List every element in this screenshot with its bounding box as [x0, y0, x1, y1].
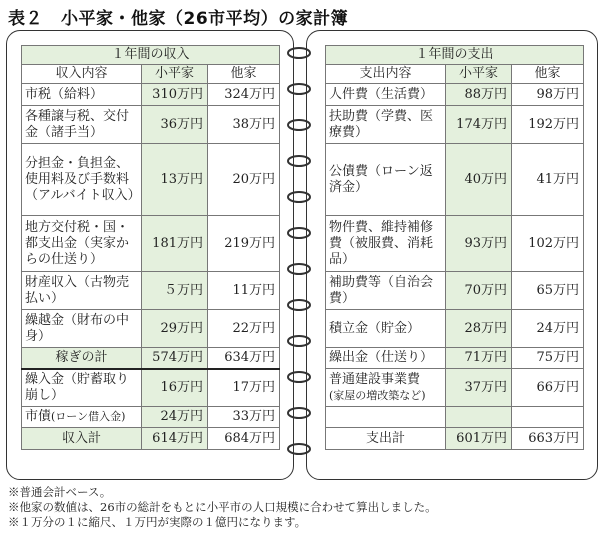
- expense-item: 人件費（生活費）: [326, 84, 446, 106]
- expense-other: 192万円: [512, 106, 584, 144]
- table-number: 表２: [8, 9, 43, 29]
- income-kodaira: 36万円: [142, 106, 208, 144]
- income-item: 地方交付税・国・都支出金（実家からの仕送り）: [22, 216, 142, 272]
- expense-other: 98万円: [512, 84, 584, 106]
- income-item: 繰越金（財布の中身）: [22, 310, 142, 348]
- table-row: [326, 348, 584, 369]
- table-row: [326, 84, 584, 106]
- expense-kodaira: 93万円: [446, 216, 512, 272]
- income-other: 219万円: [208, 216, 280, 272]
- income-kodaira: ５万円: [142, 272, 208, 310]
- expense-table: [325, 45, 584, 450]
- table-row: [22, 369, 280, 407]
- expense-kodaira: 174万円: [446, 106, 512, 144]
- total-row: [326, 428, 584, 450]
- ring-icon: [286, 442, 312, 456]
- expense-item: 物件費、維持補修費（被服費、消耗品）: [326, 216, 446, 272]
- table-row: [326, 310, 584, 348]
- footnote: ※普通会計ベース。: [8, 485, 112, 499]
- ring-icon: [286, 46, 312, 60]
- ring-icon: [286, 406, 312, 420]
- ring-icon: [286, 82, 312, 96]
- expense-col-kodaira: 小平家: [446, 65, 512, 84]
- expense-total-kodaira: 601万円: [446, 428, 512, 450]
- income-total-label: 収入計: [22, 428, 142, 450]
- income-col-kodaira: 小平家: [142, 65, 208, 84]
- income-total-kodaira: 614万円: [142, 428, 208, 450]
- expense-item: 扶助費（学費、医療費）: [326, 106, 446, 144]
- income-item-note: (ローン借入金): [51, 410, 126, 423]
- income-table: [21, 45, 280, 450]
- table-row: [22, 144, 280, 216]
- table-title-text: 小平家・他家（26市平均）の家計簿: [61, 9, 349, 29]
- expense-kodaira: [446, 407, 512, 428]
- expense-kodaira: 71万円: [446, 348, 512, 369]
- footnote: ※１万分の１に縮尺、１万円が実際の１億円になります。: [8, 515, 307, 529]
- ring-icon: [286, 334, 312, 348]
- table-row: [326, 144, 584, 216]
- ring-icon: [286, 226, 312, 240]
- expense-other: 24万円: [512, 310, 584, 348]
- expense-other: 41万円: [512, 144, 584, 216]
- income-kodaira: 24万円: [142, 407, 208, 428]
- footnote: ※他家の数値は、26市の総計をもとに小平市の人口規模に合わせて算出しました。: [8, 500, 437, 514]
- expense-item: 積立金（貯金）: [326, 310, 446, 348]
- table-row: [326, 369, 584, 407]
- expense-page: [306, 30, 598, 480]
- expense-col-other: 他家: [512, 65, 584, 84]
- expense-item-note: (家屋の増改築など): [329, 388, 426, 402]
- expense-other: 65万円: [512, 272, 584, 310]
- total-row: [22, 428, 280, 450]
- subtotal-label: 稼ぎの計: [22, 348, 142, 369]
- income-item-main: 市債: [25, 409, 52, 424]
- income-kodaira: 13万円: [142, 144, 208, 216]
- income-col-item: 収入内容: [22, 65, 142, 84]
- subtotal-kodaira: 574万円: [142, 348, 208, 369]
- income-item: 分担金・負担金、使用料及び手数料（アルバイト収入）: [22, 144, 142, 216]
- expense-item: 公債費（ローン返済金）: [326, 144, 446, 216]
- expense-kodaira: 37万円: [446, 369, 512, 407]
- table-row: [22, 310, 280, 348]
- expense-kodaira: 88万円: [446, 84, 512, 106]
- expense-item: [326, 369, 446, 407]
- table-row: [22, 216, 280, 272]
- income-other: 22万円: [208, 310, 280, 348]
- income-other: 38万円: [208, 106, 280, 144]
- table-row: [326, 272, 584, 310]
- income-item: 繰入金（貯蓄取り崩し）: [22, 369, 142, 407]
- expense-kodaira: 70万円: [446, 272, 512, 310]
- income-kodaira: 310万円: [142, 84, 208, 106]
- expense-kodaira: 28万円: [446, 310, 512, 348]
- income-kodaira: 29万円: [142, 310, 208, 348]
- expense-item: 補助費等（自治会費）: [326, 272, 446, 310]
- table-title: [8, 4, 348, 29]
- table-row: [326, 106, 584, 144]
- expense-header: １年間の支出: [326, 46, 584, 65]
- income-other: 33万円: [208, 407, 280, 428]
- income-other: 324万円: [208, 84, 280, 106]
- table-row: [326, 216, 584, 272]
- income-other: 20万円: [208, 144, 280, 216]
- table-row: [22, 106, 280, 144]
- income-other: 11万円: [208, 272, 280, 310]
- income-kodaira: 181万円: [142, 216, 208, 272]
- table-row: [22, 84, 280, 106]
- income-item: 財産収入（古物売払い）: [22, 272, 142, 310]
- income-item: 市税（給料）: [22, 84, 142, 106]
- table-row: [22, 272, 280, 310]
- expense-col-item: 支出内容: [326, 65, 446, 84]
- income-col-other: 他家: [208, 65, 280, 84]
- ring-icon: [286, 262, 312, 276]
- expense-total-other: 663万円: [512, 428, 584, 450]
- income-kodaira: 16万円: [142, 369, 208, 407]
- expense-item: 繰出金（仕送り）: [326, 348, 446, 369]
- table-row: [326, 407, 584, 428]
- income-header: １年間の収入: [22, 46, 280, 65]
- expense-other: 66万円: [512, 369, 584, 407]
- expense-total-label: 支出計: [326, 428, 446, 450]
- subtotal-other: 634万円: [208, 348, 280, 369]
- ring-icon: [286, 298, 312, 312]
- income-page: [6, 30, 294, 480]
- income-other: 17万円: [208, 369, 280, 407]
- ring-icon: [286, 370, 312, 384]
- footnotes: [8, 485, 437, 530]
- expense-other: [512, 407, 584, 428]
- ring-icon: [286, 190, 312, 204]
- ring-icon: [286, 154, 312, 168]
- income-item: 各種譲与税、交付金（諸手当）: [22, 106, 142, 144]
- expense-item: [326, 407, 446, 428]
- income-total-other: 684万円: [208, 428, 280, 450]
- expense-other: 102万円: [512, 216, 584, 272]
- subtotal-row: [22, 348, 280, 369]
- expense-kodaira: 40万円: [446, 144, 512, 216]
- ring-icon: [286, 118, 312, 132]
- binder-rings: [286, 30, 312, 478]
- income-item: [22, 407, 142, 428]
- table-row: [22, 407, 280, 428]
- expense-other: 75万円: [512, 348, 584, 369]
- expense-item-main: 普通建設事業費: [329, 371, 421, 387]
